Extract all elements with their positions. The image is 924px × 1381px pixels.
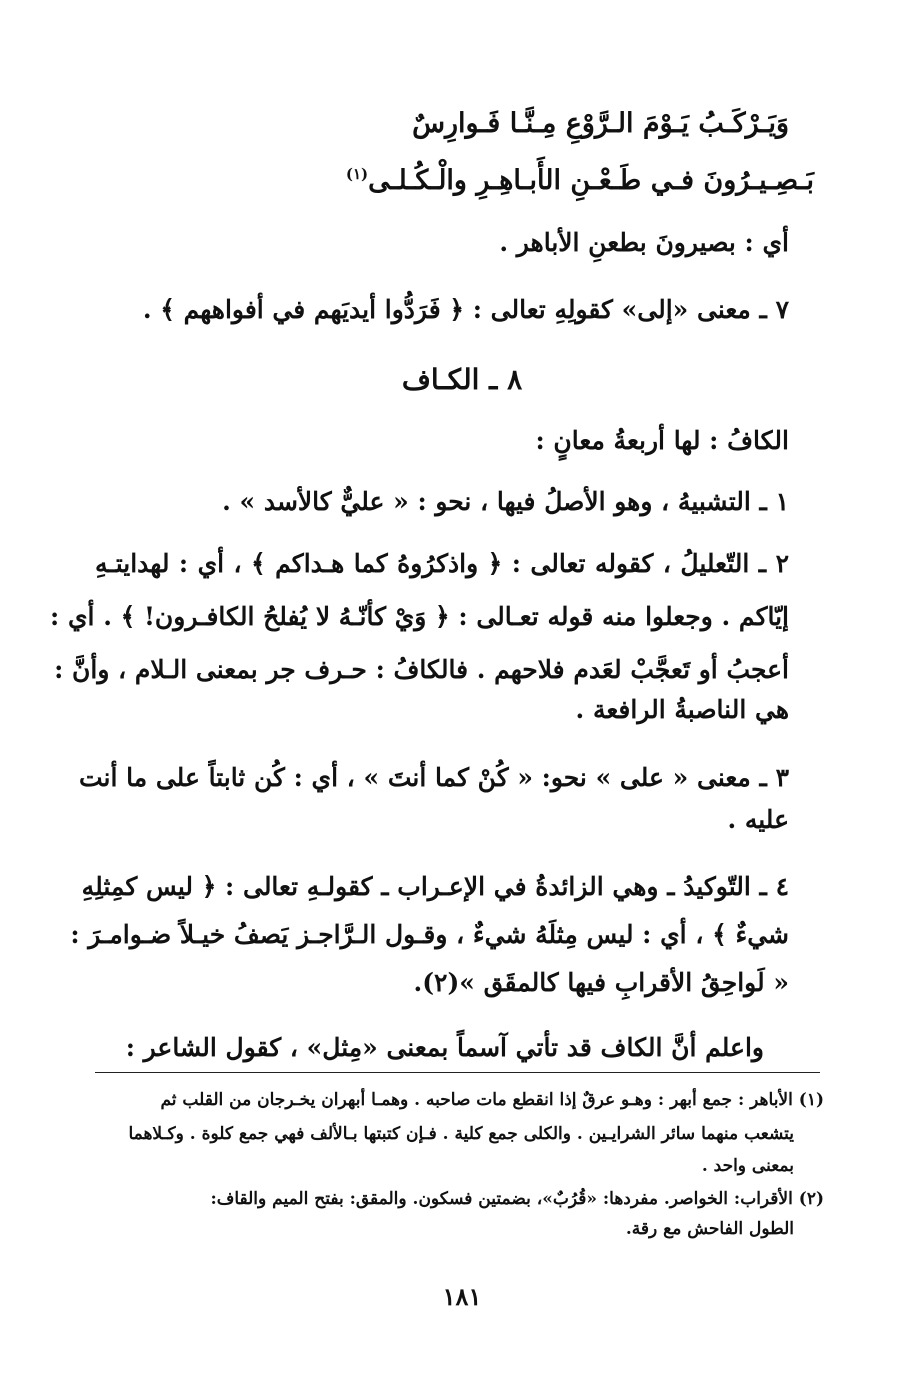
text-line: أي : بصيرونَ بطعنِ الأباهر . bbox=[499, 228, 789, 257]
footnote-line: بمعنى واحد . bbox=[701, 1156, 794, 1176]
body-line: الكافُ : لها أربعةُ معانٍ : bbox=[535, 426, 789, 455]
body-line: شيءٌ ﴾ ، أي : ليس مِثلَهُ شيءٌ ، وقـول الـرَّاجـز يَصفُ خيـلاً ضـوامـرَ : bbox=[70, 920, 789, 949]
body-line: ٢ ـ التّعليلُ ، كقوله تعالى : ﴿ واذكرُوهُ كما هـداكم ﴾ ، أي : لهدايتـهِ bbox=[95, 549, 789, 578]
page-number: ١٨١ bbox=[442, 1282, 482, 1311]
body-line: ١ ـ التشبيهُ ، وهو الأصلُ فيها ، نحو : « عليٌّ كالأسد » . bbox=[222, 487, 789, 516]
footnote-line: (١) الأباهر : جمع أبهر : وهـو عرقٌ إذا انقطع مات صاحبه . وهمـا أبهران يخـرجان من القلب ثم bbox=[160, 1090, 824, 1110]
footnote-ref-1: (١) bbox=[345, 165, 369, 183]
body-line: عليه . bbox=[727, 805, 789, 834]
body-line: هي الناصبةُ الرافعة . bbox=[575, 695, 789, 724]
poem-verse-2 bbox=[95, 165, 814, 196]
footnote-line: يتشعب منهما سائر الشرايـين . والكلى جمع كلية . فـإن كتبتها بـالألف فهي جمع كلوة . وكـلاهما bbox=[128, 1124, 794, 1144]
footnote-line: (٢) الأقراب: الخواصر. مفردها: «قُرُبٌ»، بضمتين فسكون. والمقق: بفتح الميم والقاف: bbox=[210, 1189, 824, 1209]
body-line: ٣ ـ معنى « على » نحو: « كُنْ كما أنتَ » ، أي : كُن ثابتاً على ما أنت bbox=[78, 763, 789, 792]
poem-verse-2-text: بَـصِـيـرُونَ فـي طَـعْـنِ الأَبـاهِـرِ والْـكُـلـى bbox=[368, 165, 814, 196]
text-line: ٧ ـ معنى «إلى» كقولِهِ تعالى : ﴿ فَرَدُّوا أيديَهم في أفواههم ﴾ . bbox=[142, 295, 789, 324]
body-line: ٤ ـ التّوكيدُ ـ وهي الزائدةُ في الإعـراب ـ كقولـهِ تعالى : ﴿ ليس كمِثلِهِ bbox=[81, 872, 789, 901]
body-line: إيّاكم . وجعلوا منه قوله تعـالى : ﴿ وَيْ كأنّـهُ لا يُفلحُ الكافـرون! ﴾ . أي : bbox=[50, 602, 789, 631]
section-heading: ٨ ـ الكـاف bbox=[401, 363, 523, 396]
body-line: « لَواحِقُ الأقرابِ فيها كالمقَق »(٢). bbox=[413, 968, 789, 997]
body-line: واعلم أنَّ الكاف قد تأتي آسماً بمعنى «مِثل» ، كقول الشاعر : bbox=[125, 1033, 764, 1062]
footnote-line: الطول الفاحش مع رقة. bbox=[625, 1219, 794, 1239]
footnote-rule bbox=[95, 1072, 820, 1073]
body-line: أعجبُ أو تَعجَّبْ لعَدم فلاحهم . فالكافُ : حـرف جر بمعنى الـلام ، وأنَّ : bbox=[54, 655, 789, 684]
poem-verse-1: وَيَـرْكَـبُ يَـوْمَ الـرَّوْعِ مِـنَّـا فَـوارِسٌ bbox=[412, 108, 789, 139]
